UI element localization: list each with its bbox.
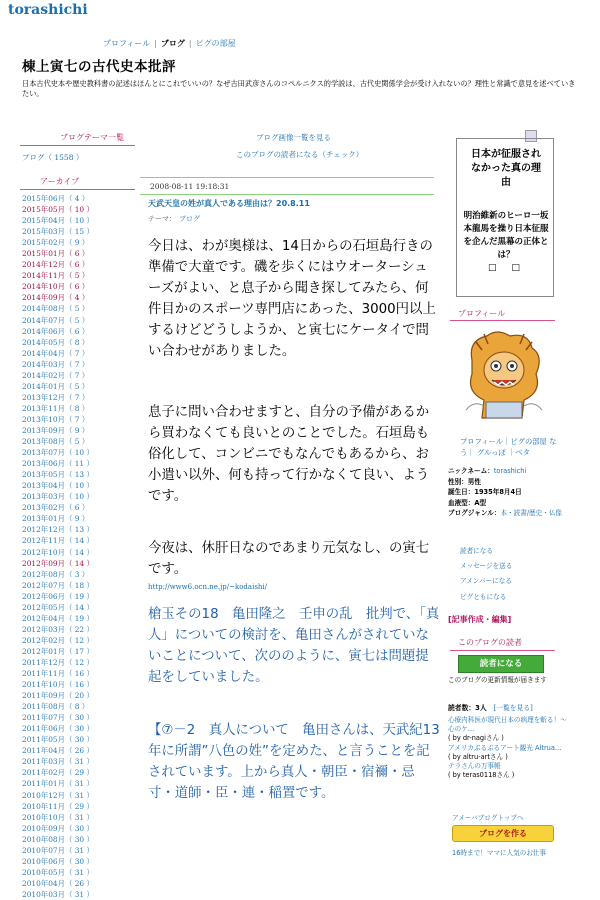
profile-actions bbox=[460, 544, 512, 605]
archive-item[interactable]: 2012年11月（ 14 ） bbox=[22, 536, 94, 546]
archive-item[interactable]: 2011年04月（ 26 ） bbox=[22, 746, 94, 756]
reader-blog-link[interactable]: テラさんの万事帳 bbox=[448, 762, 501, 771]
reader-by: ( by altru-artさん ) bbox=[448, 752, 508, 761]
archive-item[interactable]: 2014年02月（ 7 ） bbox=[22, 370, 90, 380]
post-date: 2008-08-11 19:18:31 bbox=[150, 182, 230, 191]
post-link[interactable]: http://www6.ocn.ne.jp/~kodaishi/ bbox=[148, 583, 268, 591]
ad-body[interactable]: 明治維新のヒーロ一坂本龍馬を操り日本征服を企んだ黒幕の正体とは？ bbox=[463, 211, 549, 260]
profile-heading: プロフィール bbox=[458, 309, 506, 318]
nav-pigg[interactable]: ピグの部屋 bbox=[195, 39, 236, 48]
profile-action[interactable]: 読者になる bbox=[460, 547, 493, 555]
archive-item[interactable]: 2013年03月（ 10 ） bbox=[22, 492, 94, 502]
post-quote: 【⑦－2 真人について 亀田さんは、天武紀13年に所謂”八色の姓”を定めた、と言うことを記されています。上から真人・朝臣・宿禰・忌寸・道師・臣・連・稲置です。 bbox=[148, 723, 440, 801]
archive-item[interactable]: 2010年03月（ 31 ） bbox=[22, 889, 94, 899]
archive-item[interactable]: 2014年03月（ 7 ） bbox=[22, 359, 90, 369]
post-title[interactable]: 天武天皇の姓が真人である理由は？20.8.11 bbox=[148, 199, 310, 208]
nickname[interactable]: torashichi bbox=[493, 467, 527, 475]
archive-item[interactable]: 2015年05月（ 10 ） bbox=[22, 205, 94, 215]
archive-item[interactable]: 2012年08月（ 3 ） bbox=[22, 569, 90, 579]
archive-item[interactable]: 2011年10月（ 16 ） bbox=[22, 680, 94, 690]
genre[interactable]: 本・読書/歴史・仏像 bbox=[500, 509, 563, 517]
archive-item[interactable]: 2010年10月（ 31 ） bbox=[22, 812, 94, 822]
archive-item[interactable]: 2011年12月（ 12 ） bbox=[22, 657, 94, 667]
archive-item[interactable]: 2011年08月（ 8 ） bbox=[22, 702, 90, 712]
divider bbox=[20, 189, 135, 190]
reader-count: 読者数：3人 [一覧を見る] bbox=[448, 704, 533, 712]
become-reader-link[interactable]: このブログの読者になる（チェック） bbox=[236, 150, 364, 159]
birthday: 誕生日：1935年8月4日 bbox=[448, 488, 522, 496]
archive-item[interactable]: 2015年03月（ 15 ） bbox=[22, 227, 94, 237]
edit-post-link[interactable]: [記事作成・編集] bbox=[448, 615, 512, 624]
archive-item[interactable]: 2012年05月（ 14 ） bbox=[22, 602, 94, 612]
profile-action[interactable]: ピグともになる bbox=[460, 592, 507, 601]
reader-list-link[interactable]: [一覧を見る] bbox=[493, 704, 533, 712]
post-theme-label: テーマ： bbox=[148, 215, 176, 223]
nav-blog[interactable]: ブログ bbox=[160, 39, 185, 48]
archive-item[interactable]: 2010年11月（ 29 ） bbox=[22, 801, 94, 811]
archive-item[interactable]: 2012年07月（ 18 ） bbox=[22, 580, 94, 590]
archive-item[interactable]: 2011年11月（ 16 ） bbox=[22, 669, 94, 679]
archive-item[interactable]: 2015年01月（ 6 ） bbox=[22, 249, 90, 259]
archive-item[interactable]: 2011年03月（ 31 ） bbox=[22, 757, 94, 767]
ad-title[interactable]: 日本が征服されなかった真の理由 bbox=[471, 149, 541, 188]
archive-item[interactable]: 2013年10月（ 7 ） bbox=[22, 414, 90, 424]
reader-text: このブログの更新情報が届きます bbox=[448, 676, 547, 684]
post-theme-link[interactable]: ブログ bbox=[179, 215, 200, 223]
nav-profile[interactable]: プロフィール bbox=[103, 39, 151, 48]
archive-item[interactable]: 2014年01月（ 5 ） bbox=[22, 381, 90, 391]
post-paragraph: 今夜は、休肝日なのであまり元気なし、の寅七です。 bbox=[148, 541, 430, 577]
blog-title[interactable]: 棟上寅七の古代史本批評 bbox=[22, 59, 176, 75]
archive-item[interactable]: 2014年06月（ 6 ） bbox=[22, 326, 90, 336]
archive-item[interactable]: 2014年12月（ 6 ） bbox=[22, 260, 90, 270]
archive-item[interactable]: 2013年11月（ 8 ） bbox=[22, 403, 90, 413]
archive-item[interactable]: 2014年07月（ 5 ） bbox=[22, 315, 90, 325]
archive-item[interactable]: 2010年05月（ 31 ） bbox=[22, 867, 94, 877]
profile-action[interactable]: メッセージを送る bbox=[460, 562, 513, 571]
archive-item[interactable]: 2012年10月（ 14 ） bbox=[22, 547, 94, 557]
archive-item[interactable]: 2013年06月（ 11 ） bbox=[22, 459, 94, 469]
reader-heading: このブログの読者 bbox=[458, 638, 522, 647]
archive-item[interactable]: 2011年07月（ 30 ） bbox=[22, 713, 94, 723]
ameba-top-link[interactable]: アメーバブログトップへ bbox=[452, 814, 524, 822]
archive-item[interactable]: 2011年01月（ 31 ） bbox=[22, 779, 94, 789]
archive-item[interactable]: 2013年01月（ 9 ） bbox=[22, 514, 90, 524]
site-name[interactable]: torashichi bbox=[8, 2, 88, 18]
make-blog-button[interactable]: ブログを作る bbox=[452, 825, 554, 842]
archive-item[interactable]: 2013年07月（ 10 ） bbox=[22, 448, 94, 458]
archive-item[interactable]: 2013年02月（ 6 ） bbox=[22, 503, 90, 513]
archive-item[interactable]: 2011年02月（ 29 ） bbox=[22, 768, 94, 778]
profile-action[interactable]: アメンバーになる bbox=[460, 577, 512, 586]
archive-item[interactable]: 2012年01月（ 17 ） bbox=[22, 646, 94, 656]
archive-item[interactable]: 2010年04月（ 26 ） bbox=[22, 878, 94, 888]
archive-item[interactable]: 2012年03月（ 22 ） bbox=[22, 624, 94, 634]
archive-item[interactable]: 2012年09月（ 14 ） bbox=[22, 558, 94, 568]
post-paragraph: 今日は、わが奥様は、14日からの石垣島行きの準備で大童です。磯を歩くにはウオーターシューズがよい、と息子から聞き探してみたら、何件目かのスポーツ専門店にあった、3000円以上するけどどうしようか、と寅七にケータイで問い合わせがありました。 bbox=[148, 239, 436, 359]
archive-item[interactable]: 2012年12月（ 13 ） bbox=[22, 525, 94, 535]
gender: 性別：男性 bbox=[448, 477, 481, 486]
divider bbox=[20, 145, 135, 146]
profile-info bbox=[448, 466, 568, 519]
ad-boxes: □ □ bbox=[488, 263, 526, 273]
archive-item[interactable]: 2013年12月（ 7 ） bbox=[22, 392, 90, 402]
archive-list bbox=[22, 193, 94, 900]
archive-item[interactable]: 2010年09月（ 30 ） bbox=[22, 823, 94, 833]
archive-item[interactable]: 2011年09月（ 20 ） bbox=[22, 691, 94, 701]
archive-item[interactable]: 2011年06月（ 30 ） bbox=[22, 724, 94, 734]
archive-item[interactable]: 2010年08月（ 30 ） bbox=[22, 834, 94, 844]
profile-avatar-image[interactable] bbox=[462, 330, 546, 422]
archive-item[interactable]: 2010年06月（ 30 ） bbox=[22, 856, 94, 866]
nickname-label: ニックネーム： bbox=[448, 467, 494, 475]
archive-item[interactable]: 2010年12月（ 31 ） bbox=[22, 790, 94, 800]
archive-item[interactable]: 2012年02月（ 12 ） bbox=[22, 635, 94, 645]
profile-links[interactable]: プロフィール｜ピグの部屋 なう｜ グルっぽ ｜ペタ bbox=[460, 437, 557, 457]
archive-item[interactable]: 2014年05月（ 8 ） bbox=[22, 337, 90, 347]
archive-item[interactable]: 2014年11月（ 5 ） bbox=[22, 271, 90, 281]
archive-item[interactable]: 2012年04月（ 19 ） bbox=[22, 613, 94, 623]
genre-label: ブログジャンル： bbox=[448, 509, 501, 517]
post-paragraph: 息子に問い合わせますと、自分の予備があるから買わなくても良いとのことでした。石垣島も俗化して、コンビニでもなんでもあるから、お小遣い以外、何も持って行かなくて良い、ようです。 bbox=[148, 405, 430, 504]
reader-blog-link[interactable]: 心療内科医が現代日本の病理を斬る！～心のケ… bbox=[448, 716, 567, 734]
reader-list bbox=[448, 716, 570, 780]
theme-heading: ブログテーマ一覧 bbox=[60, 133, 124, 142]
blood-type: 血液型：A型 bbox=[448, 498, 487, 507]
become-reader-button[interactable]: 読者になる bbox=[458, 655, 544, 673]
blog-description: 日本古代史本や歴史教科書の記述はほんとにこれでいいの？なぜ古田武彦さんのコペルニクス的学説は、古代史関係学会が受け入れないの？理性と常識で意見を述べていきたい。 bbox=[22, 79, 576, 98]
divider bbox=[450, 320, 555, 321]
top-nav: プロフィール | ブログ | ピグの部屋 bbox=[103, 39, 236, 48]
archive-item[interactable]: 2011年05月（ 30 ） bbox=[22, 735, 94, 745]
archive-item[interactable]: 2015年06月（ 4 ） bbox=[22, 194, 90, 203]
divider bbox=[450, 650, 555, 651]
reader-by: ( by dr-nagiさん ) bbox=[448, 734, 504, 743]
archive-heading: アーカイブ bbox=[40, 177, 80, 186]
archive-item[interactable]: 2014年10月（ 6 ） bbox=[22, 282, 90, 292]
archive-item[interactable]: 2013年08月（ 5 ） bbox=[22, 437, 90, 447]
theme-item[interactable]: ブログ（ 1558 ） bbox=[22, 153, 84, 162]
reader-by: ( by teras0118さん ) bbox=[448, 771, 515, 780]
archive-item[interactable]: 2012年06月（ 19 ） bbox=[22, 591, 94, 601]
archive-item[interactable]: 2014年04月（ 7 ） bbox=[22, 348, 90, 358]
post-theme bbox=[148, 214, 200, 224]
archive-item[interactable]: 2013年05月（ 13 ） bbox=[22, 470, 94, 480]
archive-item[interactable]: 2013年09月（ 9 ） bbox=[22, 425, 90, 435]
reader-blog-link[interactable]: アメリカぶるぶるアート観光 Altrua… bbox=[448, 743, 562, 752]
archive-item[interactable]: 2013年04月（ 10 ） bbox=[22, 481, 94, 491]
archive-item[interactable]: 2014年08月（ 5 ） bbox=[22, 304, 90, 314]
image-list-link[interactable]: ブログ画像一覧を見る bbox=[256, 133, 331, 142]
archive-item[interactable]: 2015年04月（ 10 ） bbox=[22, 216, 94, 226]
pr-link[interactable]: 16時まで！ママに人気のお仕事 bbox=[452, 849, 547, 857]
archive-item[interactable]: 2010年07月（ 31 ） bbox=[22, 845, 94, 855]
archive-item[interactable]: 2015年02月（ 9 ） bbox=[22, 238, 90, 248]
post-quote: 槍玉その18 亀田隆之 壬申の乱 批判で、「真人」についての検討を、亀田さんがされていないことについて、次ののように、寅七は問題提起をしていました。 bbox=[148, 607, 440, 685]
archive-item[interactable]: 2014年09月（ 4 ） bbox=[22, 293, 90, 303]
